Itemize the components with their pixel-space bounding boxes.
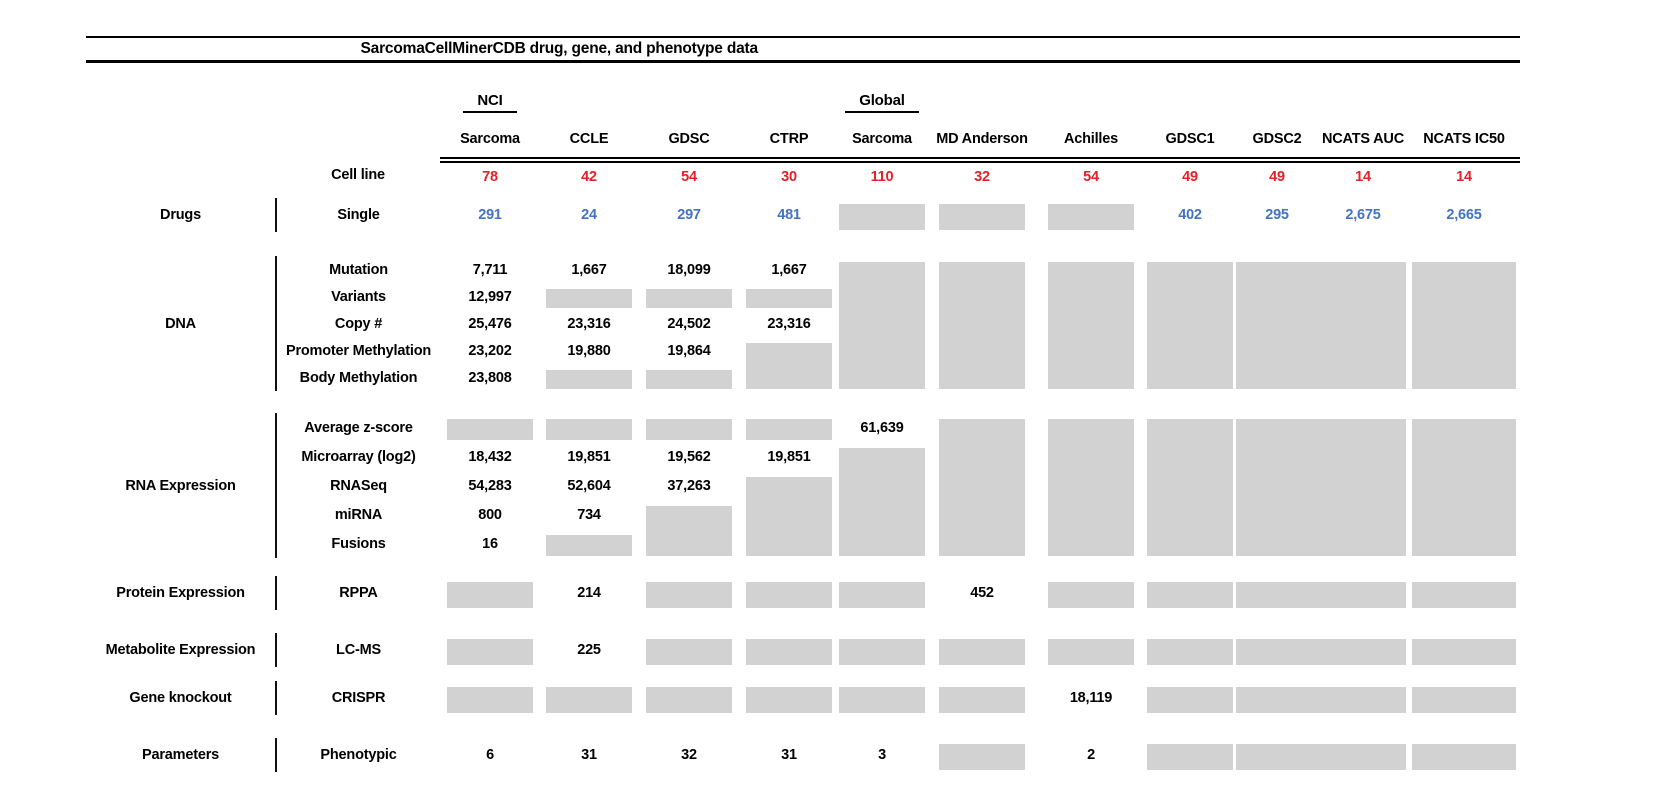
column-header-top-gdsc	[638, 84, 740, 120]
column-header-achilles: Achilles	[1038, 120, 1144, 160]
data-cell-gdsc	[638, 633, 740, 667]
data-cell-md_anderson	[926, 413, 1038, 558]
missing-data-box	[646, 419, 732, 440]
missing-data-box	[1320, 582, 1406, 608]
row-label: Variants	[331, 288, 386, 305]
data-cell-ctrp: 31	[781, 747, 797, 763]
missing-data-box	[839, 448, 925, 556]
data-cell-global_sarcoma	[838, 198, 926, 232]
data-cell-gdsc2	[1236, 576, 1318, 610]
data-cell-gdsc1	[1144, 738, 1236, 772]
missing-data-box	[447, 419, 533, 440]
data-cell-ctrp	[740, 283, 838, 310]
data-cell-global_sarcoma	[838, 576, 926, 610]
column-header-ncats_auc: NCATS AUC	[1318, 120, 1408, 160]
data-cell-achilles	[1038, 413, 1144, 558]
data-cell-ctrp	[740, 337, 838, 391]
missing-data-box	[1320, 744, 1406, 770]
missing-data-box	[746, 419, 832, 440]
column-header-top-ncats_auc	[1318, 84, 1408, 120]
category-label-rna-expression: RNA Expression	[86, 413, 276, 558]
data-cell-ncats_auc	[1318, 738, 1408, 772]
column-header-top-gdsc1	[1144, 84, 1236, 120]
missing-data-box	[1236, 639, 1322, 665]
data-cell-global_sarcoma	[838, 681, 926, 715]
cell-line-count-ncats_auc: 14	[1355, 168, 1371, 185]
data-cell-ncats_auc	[1318, 256, 1408, 391]
data-cell-ctrp: 19,851	[767, 448, 811, 465]
missing-data-box	[939, 204, 1025, 230]
data-cell-ccle: 52,604	[567, 477, 611, 494]
data-cell-nci_sarcoma: 25,476	[468, 315, 512, 332]
data-cell-gdsc	[638, 681, 740, 715]
row-label: Microarray (log2)	[301, 448, 416, 465]
missing-data-box	[939, 744, 1025, 770]
missing-data-box	[646, 370, 732, 389]
header-spacer-subcategory-2	[276, 120, 440, 160]
cell-line-category-spacer	[86, 160, 276, 190]
data-cell-ncats_auc	[1318, 633, 1408, 667]
missing-data-box	[546, 535, 632, 556]
data-cell-gdsc	[638, 283, 740, 310]
missing-data-box	[1048, 262, 1134, 389]
column-header-top-gdsc2	[1236, 84, 1318, 120]
cell-line-count-gdsc2: 49	[1269, 168, 1285, 185]
column-header-gdsc1: GDSC1	[1144, 120, 1236, 160]
missing-data-box	[746, 582, 832, 608]
missing-data-box	[939, 262, 1025, 389]
data-cell-ccle: 214	[577, 585, 601, 601]
data-cell-ccle: 24	[581, 207, 597, 223]
missing-data-box	[546, 370, 632, 389]
data-cell-nci_sarcoma: 291	[478, 207, 502, 223]
data-cell-ncats_ic50	[1408, 633, 1520, 667]
cell-line-count-ctrp: 30	[781, 168, 797, 185]
missing-data-box	[1412, 582, 1516, 608]
cell-line-count-global_sarcoma: 110	[870, 168, 894, 185]
data-cell-gdsc	[638, 576, 740, 610]
header-spacer-subcategory	[276, 84, 440, 120]
data-cell-achilles	[1038, 576, 1144, 610]
data-cell-ctrp: 481	[777, 207, 801, 223]
data-cell-ccle	[540, 283, 638, 310]
missing-data-box	[746, 343, 832, 389]
category-label-drugs: Drugs	[86, 198, 276, 232]
row-label: Mutation	[329, 261, 388, 278]
missing-data-box	[1236, 262, 1322, 389]
section-spacer	[86, 558, 1520, 576]
column-header-top-ctrp	[740, 84, 838, 120]
data-cell-nci_sarcoma: 6	[486, 747, 494, 763]
cell-line-count-md_anderson: 32	[974, 168, 990, 185]
data-cell-nci_sarcoma	[440, 576, 540, 610]
missing-data-box	[1236, 582, 1322, 608]
data-cell-ncats_ic50	[1408, 576, 1520, 610]
data-cell-ccle	[540, 364, 638, 391]
data-cell-global_sarcoma: 3	[878, 747, 886, 763]
cell-line-count-achilles: 54	[1083, 168, 1099, 185]
data-cell-ctrp	[740, 471, 838, 558]
data-cell-nci_sarcoma: 16	[482, 535, 498, 552]
data-cell-gdsc: 37,263	[667, 477, 711, 494]
data-cell-gdsc	[638, 364, 740, 391]
data-cell-achilles: 18,119	[1069, 690, 1113, 706]
data-cell-gdsc2	[1236, 738, 1318, 772]
row-label: Body Methylation	[299, 369, 418, 386]
data-cell-ccle	[540, 413, 638, 442]
missing-data-box	[839, 262, 925, 389]
data-cell-gdsc2	[1236, 681, 1318, 715]
missing-data-box	[1412, 744, 1516, 770]
cell-line-count-gdsc: 54	[681, 168, 697, 185]
missing-data-box	[839, 582, 925, 608]
data-availability-table	[86, 84, 1520, 772]
data-cell-achilles	[1038, 633, 1144, 667]
data-cell-ctrp	[740, 576, 838, 610]
missing-data-box	[839, 687, 925, 713]
data-cell-ncats_ic50	[1408, 681, 1520, 715]
missing-data-box	[447, 639, 533, 665]
data-cell-gdsc1	[1144, 256, 1236, 391]
missing-data-box	[1147, 639, 1233, 665]
missing-data-box	[646, 506, 732, 556]
data-cell-nci_sarcoma: 18,432	[468, 448, 512, 465]
cell-line-count-ncats_ic50: 14	[1456, 168, 1472, 185]
missing-data-box	[1236, 744, 1322, 770]
section-spacer	[86, 190, 1520, 198]
section-spacer	[86, 232, 1520, 256]
missing-data-box	[1147, 262, 1233, 389]
data-cell-gdsc1	[1144, 681, 1236, 715]
missing-data-box	[1048, 419, 1134, 556]
data-cell-gdsc1	[1144, 413, 1236, 558]
category-label-metabolite-expression: Metabolite Expression	[86, 633, 276, 667]
data-cell-ccle	[540, 529, 638, 558]
missing-data-box	[1320, 639, 1406, 665]
data-cell-gdsc2	[1236, 633, 1318, 667]
column-header-top-label-global_sarcoma: Global	[845, 92, 918, 113]
missing-data-box	[1320, 419, 1406, 556]
missing-data-box	[447, 687, 533, 713]
column-header-gdsc2: GDSC2	[1236, 120, 1318, 160]
header-spacer-category-2	[86, 120, 276, 160]
data-cell-md_anderson	[926, 198, 1038, 232]
data-cell-ncats_auc	[1318, 576, 1408, 610]
data-cell-md_anderson	[926, 681, 1038, 715]
figure-title-band	[86, 36, 1520, 63]
data-cell-nci_sarcoma: 54,283	[468, 477, 512, 494]
missing-data-box	[746, 477, 832, 556]
column-header-top-ccle	[540, 84, 638, 120]
row-label: RPPA	[339, 585, 378, 601]
missing-data-box	[1147, 687, 1233, 713]
column-header-top-md_anderson	[926, 84, 1038, 120]
data-cell-gdsc: 19,562	[667, 448, 711, 465]
data-cell-ncats_ic50	[1408, 256, 1520, 391]
category-label-gene-knockout: Gene knockout	[86, 681, 276, 715]
missing-data-box	[1320, 262, 1406, 389]
column-header-ccle: CCLE	[540, 120, 638, 160]
column-header-top-ncats_ic50	[1408, 84, 1520, 120]
cell-line-row-label: Cell line	[331, 167, 385, 183]
missing-data-box	[939, 639, 1025, 665]
data-cell-gdsc2: 295	[1265, 207, 1289, 223]
data-cell-achilles	[1038, 256, 1144, 391]
data-cell-gdsc2	[1236, 256, 1318, 391]
data-cell-ccle: 23,316	[567, 315, 611, 332]
column-header-nci_sarcoma: Sarcoma	[440, 120, 540, 160]
missing-data-box	[1412, 419, 1516, 556]
cell-line-count-gdsc1: 49	[1182, 168, 1198, 185]
data-cell-nci_sarcoma	[440, 413, 540, 442]
data-cell-global_sarcoma	[838, 442, 926, 558]
row-label: Promoter Methylation	[285, 342, 432, 359]
data-cell-ccle: 31	[581, 747, 597, 763]
row-label: RNASeq	[330, 477, 387, 494]
data-cell-nci_sarcoma: 12,997	[468, 288, 512, 305]
data-cell-md_anderson: 452	[970, 585, 994, 601]
data-cell-nci_sarcoma: 7,711	[472, 261, 508, 278]
data-cell-gdsc1	[1144, 576, 1236, 610]
missing-data-box	[1412, 639, 1516, 665]
data-cell-global_sarcoma: 61,639	[860, 419, 904, 436]
row-label: miRNA	[334, 506, 383, 523]
column-header-top-achilles	[1038, 84, 1144, 120]
missing-data-box	[746, 639, 832, 665]
data-cell-nci_sarcoma: 23,202	[468, 342, 512, 359]
missing-data-box	[746, 687, 832, 713]
missing-data-box	[746, 289, 832, 308]
missing-data-box	[546, 419, 632, 440]
data-cell-global_sarcoma	[838, 633, 926, 667]
column-header-md_anderson: MD Anderson	[926, 120, 1038, 160]
data-cell-ncats_ic50	[1408, 413, 1520, 558]
missing-data-box	[646, 639, 732, 665]
data-cell-md_anderson	[926, 633, 1038, 667]
data-cell-gdsc2	[1236, 413, 1318, 558]
data-cell-ctrp	[740, 681, 838, 715]
data-cell-achilles	[1038, 198, 1144, 232]
column-header-top-nci_sarcoma	[440, 84, 540, 120]
data-cell-ccle	[540, 681, 638, 715]
missing-data-box	[1048, 639, 1134, 665]
data-cell-ncats_auc	[1318, 413, 1408, 558]
missing-data-box	[646, 289, 732, 308]
data-cell-gdsc: 24,502	[667, 315, 711, 332]
missing-data-box	[939, 687, 1025, 713]
section-spacer	[86, 391, 1520, 413]
data-cell-ccle: 1,667	[571, 261, 607, 278]
row-label: LC-MS	[336, 642, 381, 658]
missing-data-box	[839, 204, 925, 230]
missing-data-box	[1320, 687, 1406, 713]
row-label: Phenotypic	[320, 747, 397, 763]
missing-data-box	[1236, 419, 1322, 556]
missing-data-box	[546, 289, 632, 308]
data-cell-md_anderson	[926, 738, 1038, 772]
column-header-global_sarcoma: Sarcoma	[838, 120, 926, 160]
data-cell-ccle: 19,880	[567, 342, 611, 359]
data-cell-ctrp: 23,316	[767, 315, 811, 332]
data-cell-ccle: 19,851	[567, 448, 611, 465]
missing-data-box	[1147, 582, 1233, 608]
column-header-top-global_sarcoma	[838, 84, 926, 120]
missing-data-box	[646, 582, 732, 608]
data-cell-ctrp	[740, 633, 838, 667]
data-cell-achilles: 2	[1087, 747, 1095, 763]
data-cell-gdsc: 18,099	[667, 261, 711, 278]
row-label: Copy #	[334, 315, 383, 332]
data-cell-gdsc1	[1144, 633, 1236, 667]
row-label: Average z-score	[304, 419, 413, 436]
missing-data-box	[1412, 262, 1516, 389]
data-cell-nci_sarcoma	[440, 681, 540, 715]
data-cell-ncats_auc: 2,675	[1345, 207, 1381, 223]
data-cell-ncats_ic50	[1408, 738, 1520, 772]
data-cell-ncats_auc	[1318, 681, 1408, 715]
section-spacer	[86, 715, 1520, 738]
missing-data-box	[1236, 687, 1322, 713]
missing-data-box	[447, 582, 533, 608]
column-header-ctrp: CTRP	[740, 120, 838, 160]
data-cell-gdsc: 32	[681, 747, 697, 763]
section-spacer	[86, 610, 1520, 633]
data-cell-gdsc: 297	[677, 207, 701, 223]
missing-data-box	[546, 687, 632, 713]
header-spacer-category	[86, 84, 276, 120]
section-spacer	[86, 667, 1520, 681]
cell-line-count-nci_sarcoma: 78	[482, 168, 498, 185]
missing-data-box	[1048, 204, 1134, 230]
data-cell-gdsc	[638, 500, 740, 558]
data-cell-gdsc1: 402	[1178, 207, 1202, 223]
row-label: Single	[337, 207, 380, 223]
missing-data-box	[646, 687, 732, 713]
data-cell-md_anderson	[926, 256, 1038, 391]
row-label: Fusions	[331, 535, 386, 552]
figure-title: SarcomaCellMinerCDB drug, gene, and phenotype data	[360, 40, 758, 57]
category-label-parameters: Parameters	[86, 738, 276, 772]
data-cell-nci_sarcoma: 800	[478, 506, 502, 523]
category-label-dna: DNA	[86, 256, 276, 391]
column-header-ncats_ic50: NCATS IC50	[1408, 120, 1520, 160]
missing-data-box	[939, 419, 1025, 556]
missing-data-box	[839, 639, 925, 665]
data-cell-gdsc: 19,864	[667, 342, 711, 359]
data-cell-ctrp: 1,667	[771, 261, 807, 278]
data-cell-nci_sarcoma: 23,808	[468, 369, 512, 386]
column-header-gdsc: GDSC	[638, 120, 740, 160]
missing-data-box	[1412, 687, 1516, 713]
data-cell-ctrp	[740, 413, 838, 442]
category-label-protein-expression: Protein Expression	[86, 576, 276, 610]
column-header-top-label-nci_sarcoma: NCI	[463, 92, 516, 113]
cell-line-count-ccle: 42	[581, 168, 597, 185]
missing-data-box	[1048, 582, 1134, 608]
data-cell-global_sarcoma	[838, 256, 926, 391]
row-label: CRISPR	[331, 690, 386, 706]
data-cell-ccle: 225	[577, 642, 601, 658]
missing-data-box	[1147, 419, 1233, 556]
data-cell-ncats_ic50: 2,665	[1446, 207, 1482, 223]
data-cell-nci_sarcoma	[440, 633, 540, 667]
data-cell-gdsc	[638, 413, 740, 442]
data-cell-ccle: 734	[577, 506, 601, 523]
missing-data-box	[1147, 744, 1233, 770]
